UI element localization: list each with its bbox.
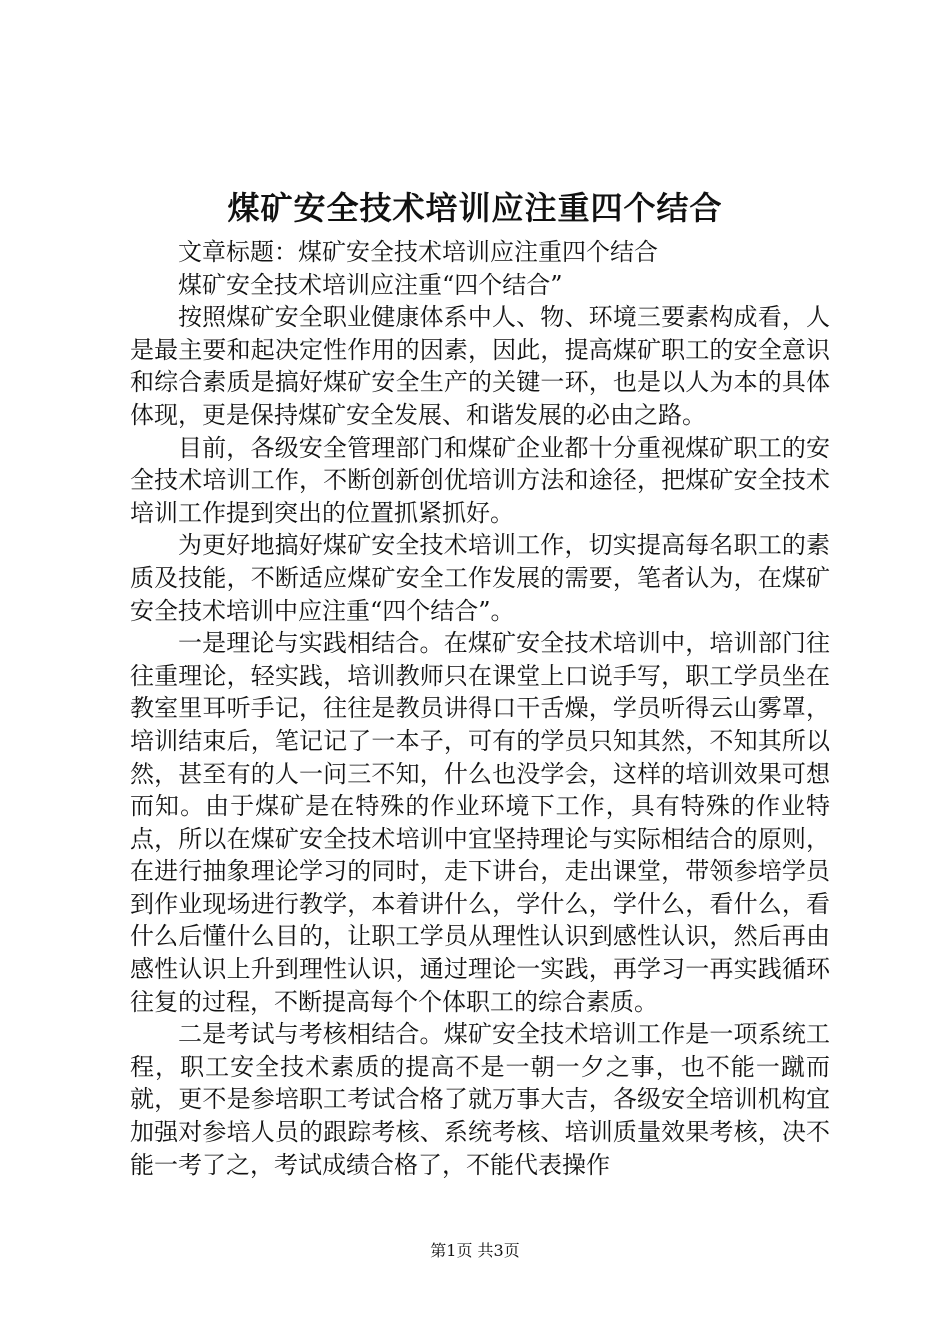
article-subtitle-line: 煤矿安全技术培训应注重“四个结合” — [178, 270, 563, 299]
page-footer: 第1页 共3页 — [430, 1241, 520, 1260]
body-paragraph: 一是理论与实践相结合。在煤矿安全技术培训中，培训部门往往重理论，轻实践，培训教师只在课堂上口说手写，职工学员坐在教室里耳听手记，往往是教员讲得口干舌燥，学员听得云山雾罩，培训结束后，笔记记了一本子，可有的学员只知其然，不知其所以然，甚至有的人一问三不知，什么也没学会，这样的培训效果可想而知。由于煤矿是在特殊的作业环境下工作，具有特殊的作业特点，所以在煤矿安全技术培训中宜坚持理论与实际相结合的原则，在进行抽象理论学习的同时，走下讲台，走出课堂，带领参培学员到作业现场进行教学，本着讲什么，学什么，学什么，看什么，看什么后懂什么目的，让职工学员从理性认识到感性认识，然后再由感性认识上升到理性认识，通过理论一实践，再学习一再实践循环往复的过程，不断提高每个个体职工的综合素质。 — [130, 629, 830, 1016]
document-body — [130, 236, 830, 1181]
article-title-line: 文章标题：煤矿安全技术培训应注重四个结合 — [178, 238, 658, 266]
body-paragraph: 为更好地搞好煤矿安全技术培训工作，切实提高每名职工的素质及技能，不断适应煤矿安全工作发展的需要，笔者认为，在煤矿安全技术培训中应注重“四个结合”。 — [130, 531, 830, 625]
body-paragraph: 二是考试与考核相结合。煤矿安全技术培训工作是一项系统工程，职工安全技术素质的提高不是一朝一夕之事，也不能一蹴而就，更不是参培职工考试合格了就万事大吉，各级安全培训机构宜加强对参培人员的跟踪考核、系统考核、培训质量效果考核，决不能一考了之，考试成绩合格了，不能代表操作 — [130, 1020, 830, 1179]
body-paragraph: 按照煤矿安全职业健康体系中人、物、环境三要素构成看，人是最主要和起决定性作用的因素，因此，提高煤矿职工的安全意识和综合素质是搞好煤矿安全生产的关键一环，也是以人为本的具体体现，更是保持煤矿安全发展、和谐发展的必由之路。 — [130, 303, 830, 429]
body-paragraph: 目前，各级安全管理部门和煤矿企业都十分重视煤矿职工的安全技术培训工作，不断创新创优培训方法和途径，把煤矿安全技术培训工作提到突出的位置抓紧抓好。 — [130, 433, 830, 527]
document-title: 煤矿安全技术培训应注重四个结合 — [227, 189, 723, 227]
